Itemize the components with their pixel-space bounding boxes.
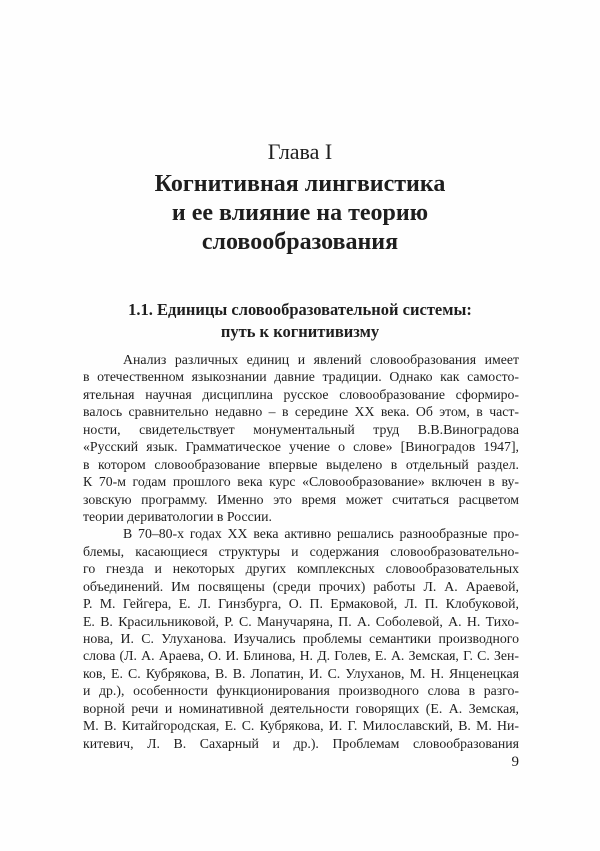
body-line: «Русский язык. Грамматическое учение о слове» [Виноградов 1947], bbox=[83, 439, 519, 455]
body-line: в отечественном языкознании давние традиции. Однако как самосто- bbox=[83, 369, 519, 385]
body-line: ков, Е. С. Кубрякова, В. В. Лопатин, И. С. Улуханов, М. Н. Янценецкая bbox=[83, 665, 519, 681]
section-heading-line: путь к когнитивизму bbox=[220, 322, 380, 341]
body-line: валось сравнительно недавно – в середине XX века. Об этом, в част- bbox=[83, 404, 519, 420]
chapter-title-line: Когнитивная лингвистика bbox=[154, 171, 446, 197]
page-number: 9 bbox=[511, 754, 519, 770]
body-line: в котором словообразование впервые выделено в отдельный раздел. bbox=[83, 456, 519, 472]
body-line: блемы, касающиеся структуры и содержания словообразовательно- bbox=[83, 543, 519, 559]
body-line: китевич, Л. В. Сахарный и др.). Проблемам словообразования bbox=[83, 735, 519, 751]
chapter-title-line: словообразования bbox=[201, 229, 399, 255]
chapter-title bbox=[0, 170, 600, 257]
body-line: объединений. Им посвящены (среди прочих) работы Л. А. Араевой, bbox=[83, 578, 519, 594]
section-heading-line: 1.1. Единицы словообразовательной системы: bbox=[128, 300, 472, 319]
body-line: Е. В. Красильниковой, Р. С. Манучаряна, П. А. Соболевой, А. Н. Тихо- bbox=[83, 613, 519, 629]
body-line: ятельная научная дисциплина русское словообразование сформиро- bbox=[83, 386, 519, 402]
body-line: и др.), особенности функционирования производного слова в разго- bbox=[83, 683, 519, 699]
chapter-title-line: и ее влияние на теорию bbox=[171, 200, 429, 226]
body-line: зовскую программу. Именно это время может считаться расцветом bbox=[83, 491, 519, 507]
body-text bbox=[83, 351, 519, 752]
body-line: теории дериватологии в России. bbox=[83, 508, 272, 524]
body-line: ности, свидетельствует монументальный труд В.В.Виноградова bbox=[83, 421, 519, 437]
body-line: М. В. Китайгородская, Е. С. Кубрякова, И. Г. Милославский, В. М. Ни- bbox=[83, 718, 519, 734]
body-line: го гнезда и некоторых других комплексных словообразовательных bbox=[83, 561, 519, 577]
chapter-label: Глава I bbox=[267, 139, 333, 164]
section-heading bbox=[0, 299, 600, 343]
body-line: Анализ различных единиц и явлений словообразования имеет bbox=[123, 352, 519, 367]
body-line: В 70–80-х годах XX века активно решались разнообразные про- bbox=[123, 526, 519, 542]
body-line: нова, И. С. Улуханова. Изучались проблемы семантики производного bbox=[83, 631, 519, 646]
body-line: ворной речи и номинативной деятельности говорящих (Е. А. Земская, bbox=[83, 700, 519, 716]
body-line: Р. М. Гейгера, Е. Л. Гинзбурга, О. П. Ермаковой, Л. П. Клобуковой, bbox=[83, 596, 519, 612]
body-line: К 70-м годам прошлого века курс «Словообразование» включен в ву- bbox=[83, 474, 519, 490]
body-line: слова (Л. А. Араева, О. И. Блинова, Н. Д. Голев, Е. А. Земская, Г. С. Зен- bbox=[83, 648, 519, 664]
